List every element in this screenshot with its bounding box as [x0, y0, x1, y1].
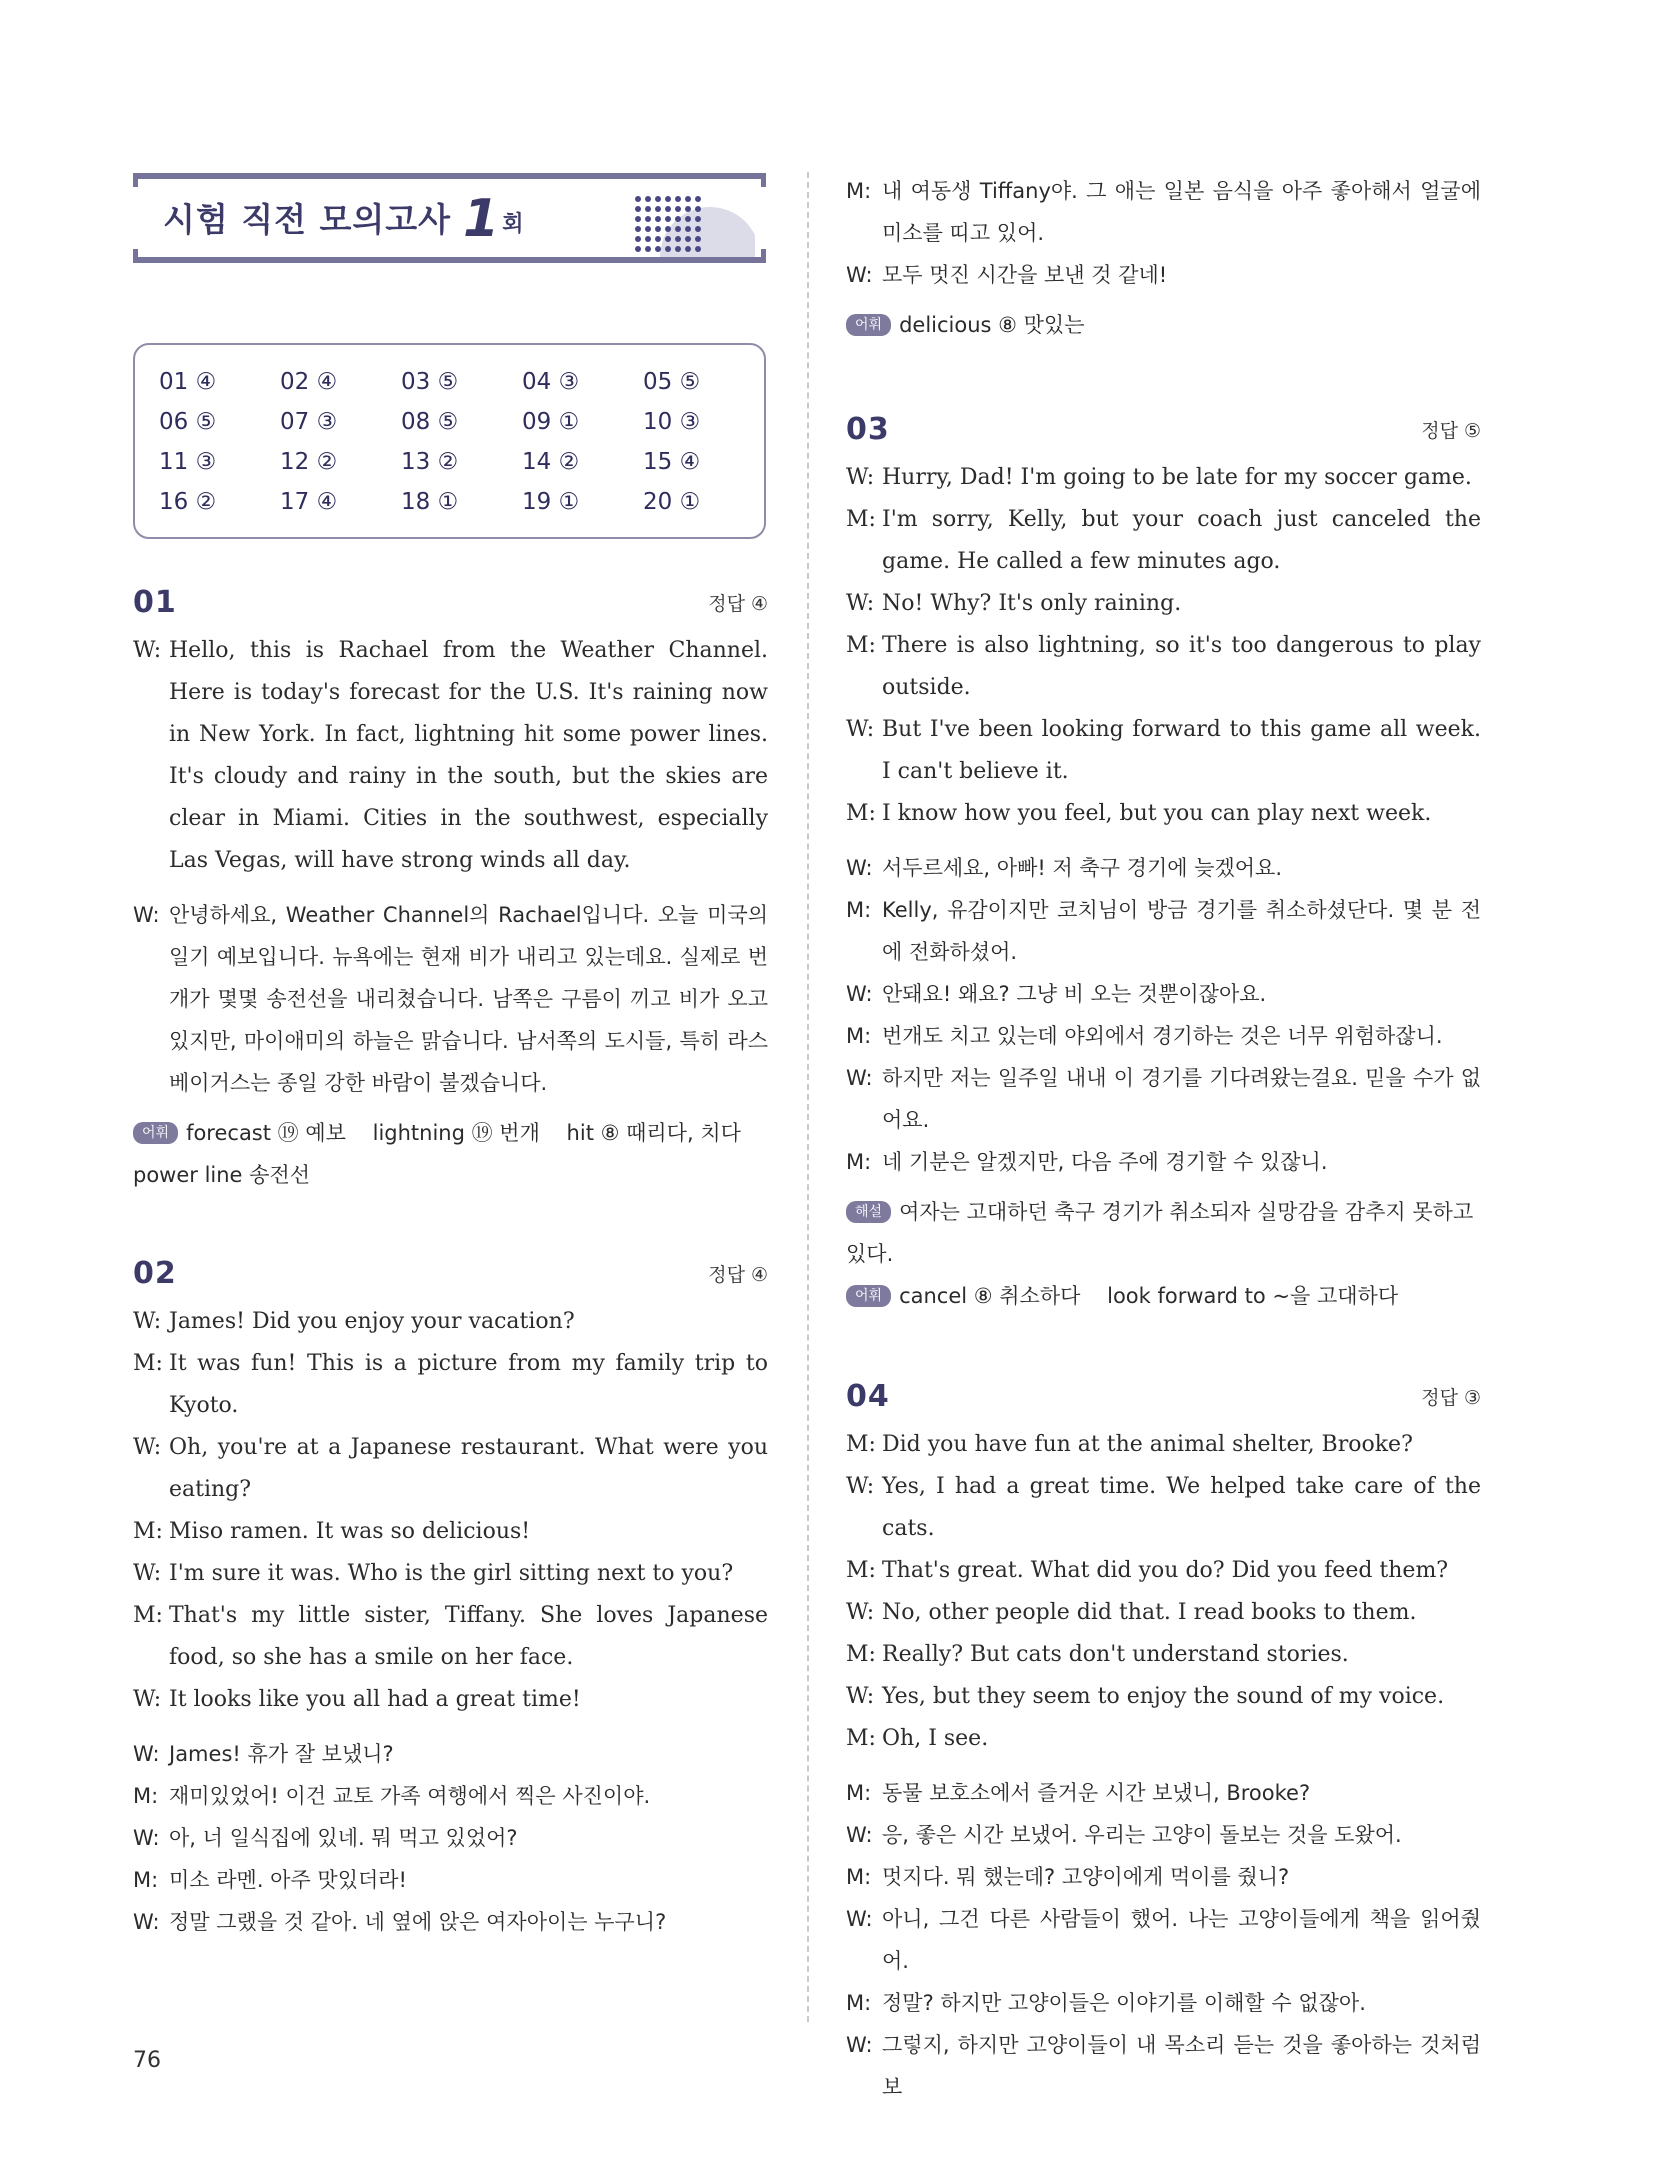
answer-cell: 09 ① [522, 409, 580, 435]
answer-cell: 06 ⑤ [159, 409, 217, 435]
title-box [133, 173, 766, 263]
speaker-label: M: [846, 1642, 876, 1667]
speaker-label: W: [133, 903, 160, 927]
vocab-text: delicious ⑧ 맛있는 [899, 313, 1085, 337]
speaker-label: W: [846, 1600, 875, 1625]
speaker-label: W: [846, 856, 873, 880]
vocab-note [846, 304, 1481, 346]
dialogue-text: 안녕하세요, Weather Channel의 Rachael입니다. 오늘 미국의 일기 예보입니다. 뉴욕에는 현재 비가 내리고 있는데요. 실제로 번개가 몇몇 송전선을 내리쳤습니다. 남쪽은 구름이 끼고 비가 오고 있지만, 마이애미의 하늘은 맑습니다. 남서쪽의 도시들, 특히 라스베이거스는 종일 강한 바람이 불겠습니다. [169, 903, 768, 1095]
explanation-text: 여자는 고대하던 축구 경기가 취소되자 실망감을 감추지 못하고 있다. [846, 1200, 1474, 1266]
speaker-label: W: [133, 1910, 160, 1934]
dialogue-line [846, 1814, 1481, 1856]
dialogue-line [846, 1982, 1481, 2024]
answer-label: 정답 ④ [708, 593, 768, 615]
dialogue-line [846, 1057, 1481, 1141]
dialogue-text: 아, 너 일식집에 있네. 뭐 먹고 있었어? [169, 1826, 518, 1850]
dialogue-line [846, 1015, 1481, 1057]
dialogue-text: 내 여동생 Tiffany야. 그 애는 일본 음식을 아주 좋아해서 얼굴에 미소를 띠고 있어. [882, 179, 1481, 245]
dialogue-text: 안돼요! 왜요? 그냥 비 오는 것뿐이잖아요. [882, 982, 1267, 1006]
dialogue-line [133, 1343, 768, 1427]
dialogue-text: 하지만 저는 일주일 내내 이 경기를 기다려왔는걸요. 믿을 수가 없어요. [882, 1066, 1481, 1132]
answer-cell: 11 ③ [159, 449, 217, 475]
dialogue-line [846, 499, 1481, 583]
answer-cell: 05 ⑤ [643, 369, 701, 395]
dialogue-line [133, 1595, 768, 1679]
speaker-label: W: [846, 465, 875, 490]
dialogue-line [846, 625, 1481, 709]
dialogue-text: It looks like you all had a great time! [169, 1687, 581, 1712]
speaker-label: W: [846, 1907, 873, 1931]
dialogue-text: Kelly, 유감이지만 코치님이 방금 경기를 취소하셨단다. 몇 분 전에 전화하셨어. [882, 898, 1481, 964]
dialogue-text: 아니, 그건 다른 사람들이 했어. 나는 고양이들에게 책을 읽어줬어. [882, 1907, 1481, 1973]
speaker-label: M: [846, 898, 872, 922]
dialogue-line [133, 1427, 768, 1511]
dialogue-text: Miso ramen. It was so delicious! [169, 1519, 531, 1544]
dialogue-line [133, 630, 768, 882]
speaker-label: M: [133, 1351, 163, 1376]
speaker-label: W: [846, 591, 875, 616]
speaker-label: W: [133, 1826, 160, 1850]
dialogue-text: 미소 라멘. 아주 맛있더라! [169, 1868, 407, 1892]
dialogue-line [846, 1898, 1481, 1982]
left-column [133, 170, 768, 1943]
dialogue-line [846, 1634, 1481, 1676]
speaker-label: M: [846, 179, 872, 203]
dialogue-line [846, 1856, 1481, 1898]
dialogue-line [846, 847, 1481, 889]
answer-key-table [159, 362, 764, 522]
dialogue-text: James! 휴가 잘 보냈니? [169, 1742, 394, 1766]
dialogue-text: No! Why? It's only raining. [882, 591, 1182, 616]
answer-cell: 16 ② [159, 489, 217, 515]
question-number: 02 [133, 1256, 177, 1291]
question-01 [133, 585, 768, 1196]
english-script [846, 457, 1481, 835]
vocab-note [846, 1275, 1481, 1317]
question-02 [133, 1256, 768, 1943]
dialogue-line [846, 1676, 1481, 1718]
vocab-text: forecast ⑲ 예보 lightning ⑲ 번개 hit ⑧ 때리다, 치다 power line 송전선 [133, 1121, 748, 1187]
dialogue-line [133, 1679, 768, 1721]
dialogue-line [846, 889, 1481, 973]
answer-cell: 04 ③ [522, 369, 580, 395]
dialogue-text: I'm sure it was. Who is the girl sitting next to you? [169, 1561, 734, 1586]
page-title [163, 189, 524, 249]
answer-label: 정답 ③ [1421, 1387, 1481, 1409]
dialogue-line [846, 170, 1481, 254]
answer-cell: 18 ① [401, 489, 459, 515]
answer-cell: 20 ① [643, 489, 701, 515]
speaker-label: M: [133, 1519, 163, 1544]
dialogue-text: Really? But cats don't understand stories. [882, 1642, 1349, 1667]
answer-cell: 15 ④ [643, 449, 701, 475]
dialogue-text: 번개도 치고 있는데 야외에서 경기하는 것은 너무 위험하잖니. [882, 1024, 1443, 1048]
vocab-text: cancel ⑧ 취소하다 look forward to ~을 고대하다 [899, 1284, 1399, 1308]
question-number: 04 [846, 1379, 890, 1414]
dialogue-line [846, 1466, 1481, 1550]
answer-row [159, 362, 764, 402]
question-04 [846, 1379, 1481, 2108]
dialogue-line [133, 1511, 768, 1553]
dialogue-line [846, 1772, 1481, 1814]
dialogue-text: I know how you feel, but you can play next week. [882, 801, 1432, 826]
dialogue-line [846, 1592, 1481, 1634]
dialogue-line [846, 1141, 1481, 1183]
explanation-note [846, 1191, 1481, 1275]
speaker-label: M: [133, 1784, 159, 1808]
speaker-label: M: [846, 1432, 876, 1457]
dialogue-text: James! Did you enjoy your vacation? [169, 1309, 575, 1334]
speaker-label: W: [846, 1066, 873, 1090]
answer-cell: 19 ① [522, 489, 580, 515]
dialogue-line [133, 1901, 768, 1943]
dialogue-text: 모두 멋진 시간을 보낸 것 같네! [882, 263, 1168, 287]
decorative-dots-icon [630, 193, 755, 257]
dialogue-text: 동물 보호소에서 즐거운 시간 보냈니, Brooke? [882, 1781, 1311, 1805]
speaker-label: W: [133, 1742, 160, 1766]
dialogue-text: Did you have fun at the animal shelter, Brooke? [882, 1432, 1413, 1457]
speaker-label: W: [846, 1684, 875, 1709]
speaker-label: M: [846, 1150, 872, 1174]
answer-cell: 13 ② [401, 449, 459, 475]
dialogue-text: 서두르세요, 아빠! 저 축구 경기에 늦겠어요. [882, 856, 1283, 880]
dialogue-text: 재미있었어! 이건 교토 가족 여행에서 찍은 사진이야. [169, 1784, 651, 1808]
korean-script [846, 1772, 1481, 2108]
title-number: 1 [463, 189, 501, 249]
answer-row [159, 442, 764, 482]
dialogue-text: It was fun! This is a picture from my family trip to Kyoto. [169, 1351, 768, 1418]
vocab-badge: 어휘 [133, 1122, 178, 1144]
dialogue-text: Hello, this is Rachael from the Weather Channel. Here is today's forecast for the U.S. It's raining now in New York. In fact, lightning hit some power lines. It's cloudy and rainy in the south, but the skies are clear in Miami. Cities in the southwest, especially Las Vegas, will have strong winds all day. [169, 638, 768, 873]
answer-label: 정답 ⑤ [1421, 420, 1481, 442]
speaker-label: W: [846, 982, 873, 1006]
speaker-label: W: [133, 1687, 162, 1712]
korean-script [133, 1733, 768, 1943]
answer-cell: 17 ④ [280, 489, 338, 515]
title-suffix: 회 [502, 212, 525, 237]
speaker-label: M: [846, 1024, 872, 1048]
dialogue-line [133, 1817, 768, 1859]
answer-cell: 07 ③ [280, 409, 338, 435]
speaker-label: W: [846, 717, 875, 742]
explanation-badge: 해설 [846, 1201, 891, 1223]
speaker-label: W: [133, 1435, 162, 1460]
speaker-label: M: [846, 1991, 872, 2015]
dialogue-text: Yes, but they seem to enjoy the sound of my voice. [882, 1684, 1445, 1709]
dialogue-text: No, other people did that. I read books to them. [882, 1600, 1417, 1625]
speaker-label: M: [133, 1868, 159, 1892]
speaker-label: M: [846, 507, 876, 532]
dialogue-text: Hurry, Dad! I'm going to be late for my soccer game. [882, 465, 1472, 490]
korean-script [133, 894, 768, 1104]
speaker-label: W: [846, 1474, 875, 1499]
english-script [133, 630, 768, 882]
answer-row [159, 482, 764, 522]
question-number: 03 [846, 412, 890, 447]
dialogue-text: That's great. What did you do? Did you feed them? [882, 1558, 1449, 1583]
answer-label: 정답 ④ [708, 1264, 768, 1286]
dialogue-line [133, 1553, 768, 1595]
dialogue-line [846, 2024, 1481, 2108]
dialogue-text: 그렇지, 하지만 고양이들이 내 목소리 듣는 것을 좋아하는 것처럼 보 [882, 2033, 1481, 2099]
dialogue-line [846, 793, 1481, 835]
dialogue-line [846, 709, 1481, 793]
dialogue-text: That's my little sister, Tiffany. She loves Japanese food, so she has a smile on her face. [169, 1603, 768, 1670]
dialogue-line [133, 1775, 768, 1817]
dialogue-text: 정말? 하지만 고양이들은 이야기를 이해할 수 없잖아. [882, 1991, 1366, 2015]
speaker-label: W: [133, 1561, 162, 1586]
dialogue-line [846, 583, 1481, 625]
dialogue-line [846, 254, 1481, 296]
answer-row [159, 402, 764, 442]
dialogue-line [846, 1550, 1481, 1592]
answer-key-box [133, 343, 766, 539]
dialogue-text: Yes, I had a great time. We helped take care of the cats. [882, 1474, 1481, 1541]
english-script [133, 1301, 768, 1721]
dialogue-text: 응, 좋은 시간 보냈어. 우리는 고양이 돌보는 것을 도왔어. [882, 1823, 1402, 1847]
answer-cell: 08 ⑤ [401, 409, 459, 435]
question-03 [846, 412, 1481, 1317]
dialogue-line [133, 1733, 768, 1775]
speaker-label: M: [846, 801, 876, 826]
speaker-label: M: [846, 633, 876, 658]
dialogue-line [846, 457, 1481, 499]
korean-script-continued [846, 170, 1481, 296]
vocab-badge: 어휘 [846, 314, 891, 336]
answer-cell: 12 ② [280, 449, 338, 475]
speaker-label: M: [846, 1781, 872, 1805]
korean-script [846, 847, 1481, 1183]
page-number: 76 [133, 2048, 161, 2073]
question-number: 01 [133, 585, 177, 620]
dialogue-text: I'm sorry, Kelly, but your coach just canceled the game. He called a few minutes ago. [882, 507, 1481, 574]
english-script [846, 1424, 1481, 1760]
answer-cell: 03 ⑤ [401, 369, 459, 395]
answer-cell: 14 ② [522, 449, 580, 475]
dialogue-line [133, 1859, 768, 1901]
dialogue-text: 정말 그랬을 것 같아. 네 옆에 앉은 여자아이는 누구니? [169, 1910, 667, 1934]
dialogue-text: There is also lightning, so it's too dangerous to play outside. [882, 633, 1481, 700]
vocab-note [133, 1112, 768, 1196]
dialogue-text: But I've been looking forward to this game all week. I can't believe it. [882, 717, 1481, 784]
column-divider [807, 172, 809, 2022]
answer-cell: 01 ④ [159, 369, 217, 395]
vocab-badge: 어휘 [846, 1285, 891, 1307]
dialogue-line [846, 973, 1481, 1015]
speaker-label: M: [133, 1603, 163, 1628]
dialogue-line [133, 1301, 768, 1343]
right-column [846, 170, 1481, 2108]
dialogue-line [133, 894, 768, 1104]
answer-cell: 10 ③ [643, 409, 701, 435]
dialogue-line [846, 1424, 1481, 1466]
speaker-label: W: [133, 1309, 162, 1334]
dialogue-text: 멋지다. 뭐 했는데? 고양이에게 먹이를 줬니? [882, 1865, 1290, 1889]
speaker-label: W: [133, 638, 162, 663]
speaker-label: W: [846, 1823, 873, 1847]
speaker-label: M: [846, 1865, 872, 1889]
title-main: 시험 직전 모의고사 [163, 200, 452, 239]
dialogue-text: Oh, I see. [882, 1726, 989, 1751]
speaker-label: M: [846, 1726, 876, 1751]
dialogue-text: Oh, you're at a Japanese restaurant. What were you eating? [169, 1435, 768, 1502]
speaker-label: M: [846, 1558, 876, 1583]
dialogue-text: 네 기분은 알겠지만, 다음 주에 경기할 수 있잖니. [882, 1150, 1328, 1174]
speaker-label: W: [846, 2033, 873, 2057]
answer-cell: 02 ④ [280, 369, 338, 395]
speaker-label: W: [846, 263, 873, 287]
dialogue-line [846, 1718, 1481, 1760]
